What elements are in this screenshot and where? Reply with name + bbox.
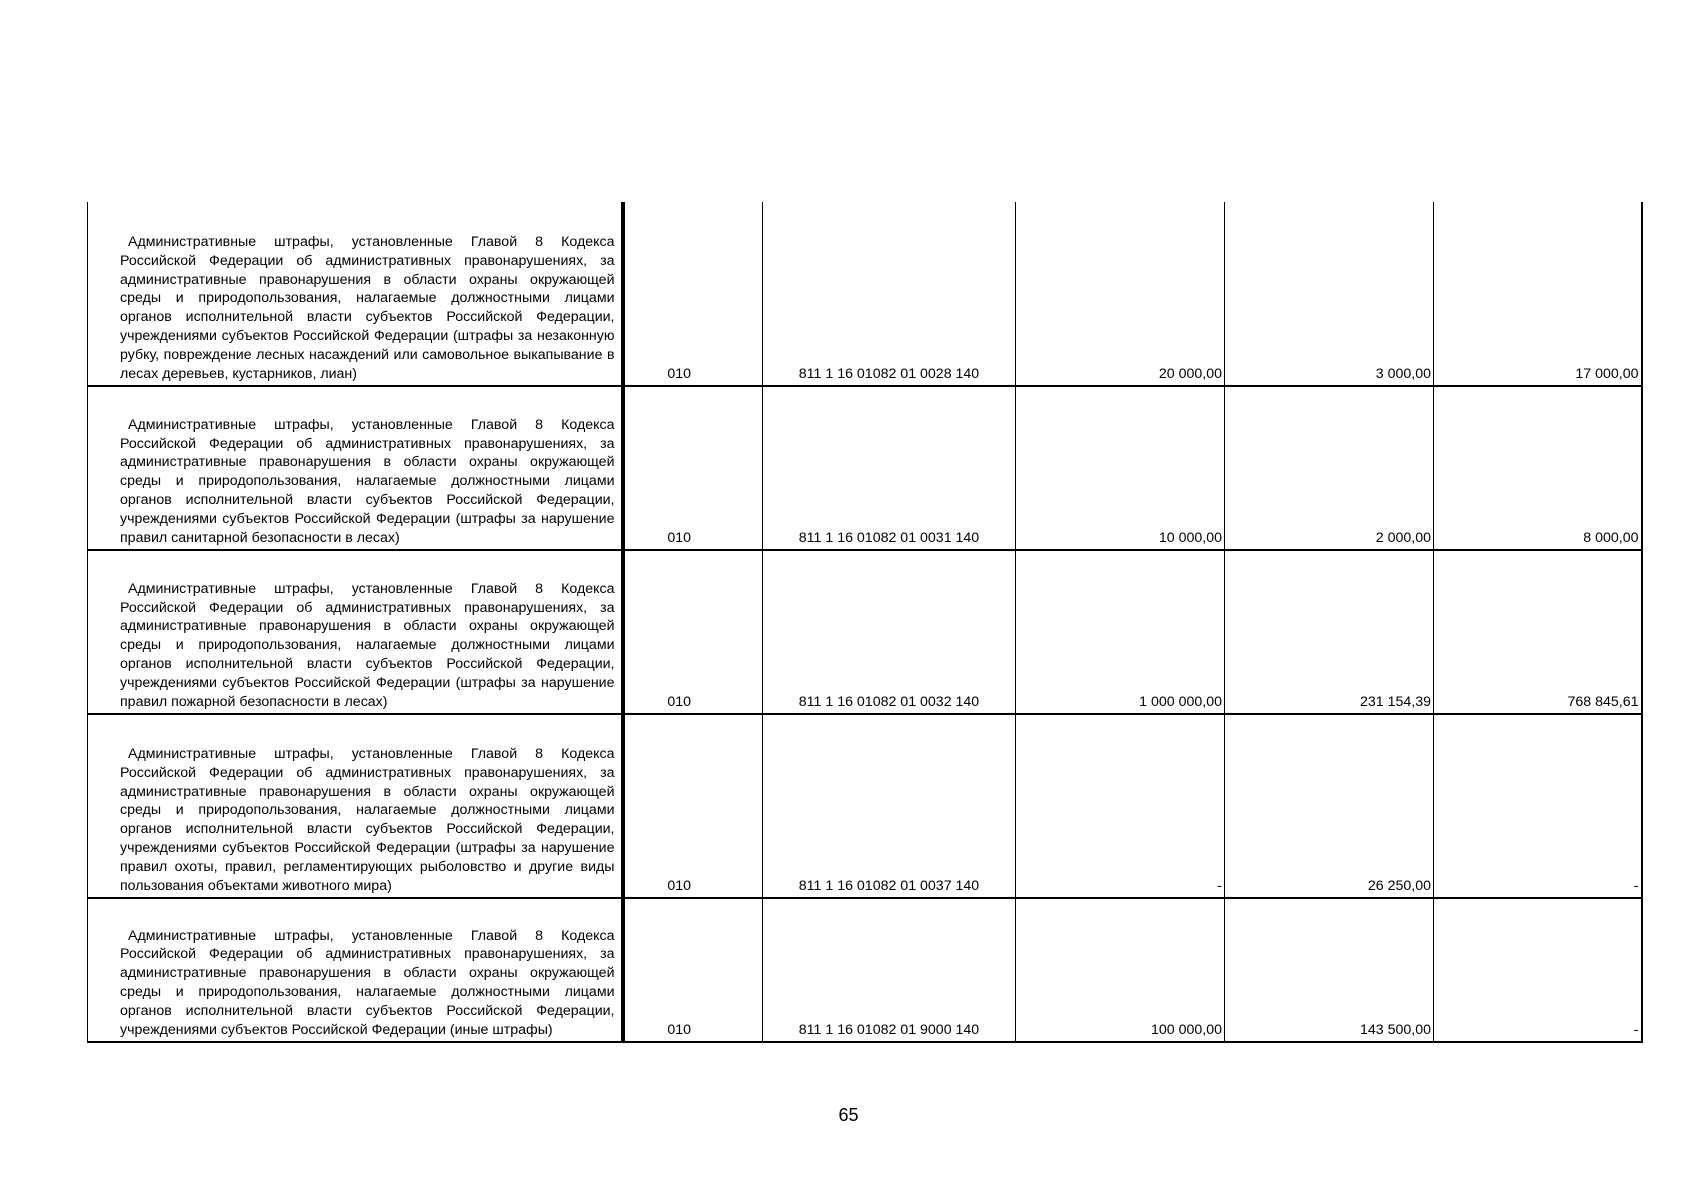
unexecuted-amount-cell: 768 845,61 bbox=[1434, 550, 1642, 714]
line-code-cell: 010 bbox=[623, 550, 763, 714]
approved-amount-cell: 100 000,00 bbox=[1016, 898, 1225, 1042]
income-description: Административные штрафы, установленные Главой 8 Кодекса Российской Федерации об административных правонарушениях, за административные правонарушения в области охраны окружающей среды и природопользования, налагаемые должностными лицами органов исполнительной власти субъектов Российской Федерации, учреждениями субъектов Российской Федерации (штрафы за незаконную рубку, повреждение лесных насаждений или самовольное выкапывание в лесах деревьев, кустарников, лиан) bbox=[120, 233, 615, 383]
approved-amount-cell: 10 000,00 bbox=[1016, 386, 1225, 550]
table-row bbox=[88, 550, 1642, 714]
line-code-cell: 010 bbox=[623, 202, 763, 386]
unexecuted-amount-cell: 17 000,00 bbox=[1434, 202, 1642, 386]
unexecuted-amount-cell: - bbox=[1434, 898, 1642, 1042]
income-description-cell bbox=[88, 898, 623, 1042]
line-code-cell: 010 bbox=[623, 386, 763, 550]
budget-classification-code-cell: 811 1 16 01082 01 0031 140 bbox=[763, 386, 1016, 550]
income-description: Административные штрафы, установленные Главой 8 Кодекса Российской Федерации об административных правонарушениях, за административные правонарушения в области охраны окружающей среды и природопользования, налагаемые должностными лицами органов исполнительной власти субъектов Российской Федерации, учреждениями субъектов Российской Федерации (штрафы за нарушение правил санитарной безопасности в лесах) bbox=[120, 416, 615, 547]
unexecuted-amount-cell: - bbox=[1434, 714, 1642, 898]
table-row bbox=[88, 386, 1642, 550]
executed-amount-cell: 3 000,00 bbox=[1225, 202, 1434, 386]
line-code-cell: 010 bbox=[623, 714, 763, 898]
income-description-cell bbox=[88, 202, 623, 386]
budget-classification-code-cell: 811 1 16 01082 01 0037 140 bbox=[763, 714, 1016, 898]
income-description-cell bbox=[88, 550, 623, 714]
income-description: Административные штрафы, установленные Главой 8 Кодекса Российской Федерации об административных правонарушениях, за административные правонарушения в области охраны окружающей среды и природопользования, налагаемые должностными лицами органов исполнительной власти субъектов Российской Федерации, учреждениями субъектов Российской Федерации (штрафы за нарушение правил пожарной безопасности в лесах) bbox=[120, 580, 615, 711]
unexecuted-amount-cell: 8 000,00 bbox=[1434, 386, 1642, 550]
budget-classification-code-cell: 811 1 16 01082 01 0032 140 bbox=[763, 550, 1016, 714]
executed-amount-cell: 231 154,39 bbox=[1225, 550, 1434, 714]
table-row bbox=[88, 202, 1642, 386]
income-description-cell bbox=[88, 714, 623, 898]
budget-classification-code-cell: 811 1 16 01082 01 9000 140 bbox=[763, 898, 1016, 1042]
income-description-cell bbox=[88, 386, 623, 550]
executed-amount-cell: 26 250,00 bbox=[1225, 714, 1434, 898]
approved-amount-cell: 1 000 000,00 bbox=[1016, 550, 1225, 714]
income-description: Административные штрафы, установленные Главой 8 Кодекса Российской Федерации об административных правонарушениях, за административные правонарушения в области охраны окружающей среды и природопользования, налагаемые должностными лицами органов исполнительной власти субъектов Российской Федерации, учреждениями субъектов Российской Федерации (иные штрафы) bbox=[120, 927, 615, 1039]
budget-classification-code-cell: 811 1 16 01082 01 0028 140 bbox=[763, 202, 1016, 386]
page-number: 65 bbox=[838, 1105, 859, 1125]
approved-amount-cell: - bbox=[1016, 714, 1225, 898]
table-row bbox=[88, 714, 1642, 898]
approved-amount-cell: 20 000,00 bbox=[1016, 202, 1225, 386]
line-code-cell: 010 bbox=[623, 898, 763, 1042]
table-row bbox=[88, 898, 1642, 1042]
income-description: Административные штрафы, установленные Главой 8 Кодекса Российской Федерации об административных правонарушениях, за административные правонарушения в области охраны окружающей среды и природопользования, налагаемые должностными лицами органов исполнительной власти субъектов Российской Федерации, учреждениями субъектов Российской Федерации (штрафы за нарушение правил охоты, правил, регламентирующих рыболовство и другие виды пользования объектами животного мира) bbox=[120, 745, 615, 895]
executed-amount-cell: 2 000,00 bbox=[1225, 386, 1434, 550]
executed-amount-cell: 143 500,00 bbox=[1225, 898, 1434, 1042]
revenue-table bbox=[87, 202, 1643, 1043]
